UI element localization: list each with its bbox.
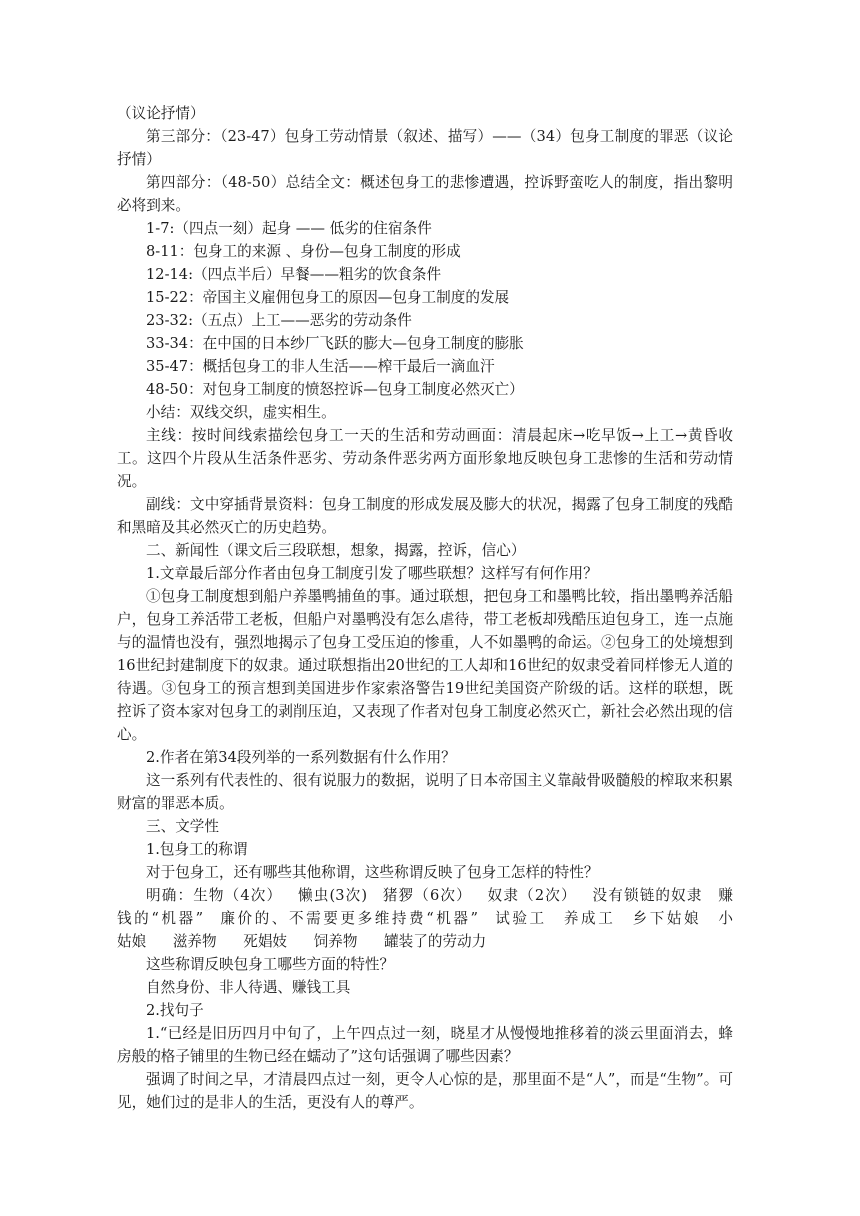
summary-line: 小结：双线交织，虚实相生。 [146, 404, 336, 421]
paragraph: 副线：文中穿插背景资料：包身工制度的形成发展及膨大的状况，揭露了包身工制度的残酷和黑暗及其必然灭亡的历史趋势。 [117, 496, 733, 536]
outline-line: 1-7:（四点一刻）起身 —— 低劣的住宿条件 [146, 220, 432, 237]
question: 对于包身工，还有哪些其他称谓，这些称谓反映了包身工怎样的特性？ [146, 864, 599, 881]
outline-line: 23-32:（五点）上工——恶劣的劳动条件 [146, 312, 412, 329]
section-heading: 三、文学性 [146, 818, 219, 835]
outline-line: 35-47：概括包身工的非人生活——榨干最后一滴血汗 [146, 358, 495, 375]
question: 1.文章最后部分作者由包身工制度引发了哪些联想？这样写有何作用？ [146, 565, 598, 582]
paragraph: 第四部分：（48-50）总结全文：概述包身工的悲惨遭遇，控诉野蛮吃人的制度，指出黎明必将到来。 [117, 174, 733, 214]
paragraph: 钱的“机器” 廉价的、不需要更多维持费“机器” 试验工 养成工 乡下姑娘 小 [117, 910, 733, 927]
paragraph: 第三部分：（23-47）包身工劳动情景（叙述、描写）——（34）包身工制度的罪恶（议论抒情） [117, 128, 733, 168]
paragraph: 1.“已经是旧历四月中旬了，上午四点过一刻，晓星才从慢慢地推移着的淡云里面消去，蜂房般的格子铺里的生物已经在蠕动了”这句话强调了哪些因素？ [117, 1025, 733, 1065]
question: 2.作者在第34段列举的一系列数据有什么作用？ [146, 749, 456, 766]
paragraph: 姑娘 滋养物 死娼妓 饲养物 罐装了的劳动力 [117, 933, 487, 950]
paragraph: 这一系列有代表性的、很有说服力的数据，说明了日本帝国主义靠敲骨吸髓般的榨取来积累财富的罪恶本质。 [117, 772, 733, 812]
outline-line: 15-22：帝国主义雇佣包身工的原因—包身工制度的发展 [146, 289, 510, 306]
subheading: 1.包身工的称谓 [146, 841, 248, 858]
question: 这些称谓反映包身工哪些方面的特性？ [146, 956, 395, 973]
outline-line: 8-11：包身工的来源 、身份—包身工制度的形成 [146, 243, 461, 260]
outline-line: 12-14:（四点半后）早餐——粗劣的饮食条件 [146, 266, 442, 283]
paragraph: 明确：生物（4次） 懒虫(3次) 猪猡（6次） 奴隶（2次） 没有锁链的奴隶 赚 [146, 887, 733, 904]
outline-line: 48-50：对包身工制度的愤怒控诉—包身工制度必然灭亡） [146, 381, 524, 398]
paragraph: ①包身工制度想到船户养墨鸭捕鱼的事。通过联想，把包身工和墨鸭比较，指出墨鸭养活船户，包身工养活带工老板，但船户对墨鸭没有怎么虐待，带工老板却残酷压迫包身工，连一点施与的温情也没有，强烈地揭示了包身工受压迫的惨重，人不如墨鸭的命运。②包身工的处境想到16世纪封建制度下的奴隶。通过联想指出20世纪的工人却和16世纪的奴隶受着同样惨无人道的待遇。③包身工的预言想到美国进步作家索洛警告19世纪美国资产阶级的话。这样的联想，既控诉了资本家对包身工的剥削压迫，又表现了作者对包身工制度必然灭亡，新社会必然出现的信心。 [117, 588, 733, 743]
paragraph: （议论抒情） [117, 105, 205, 122]
outline-line: 33-34：在中国的日本纱厂飞跃的膨大—包身工制度的膨胀 [146, 335, 524, 352]
subheading: 2.找句子 [146, 1002, 204, 1019]
paragraph: 主线：按时间线索描绘包身工一天的生活和劳动画面：清晨起床→吃早饭→上工→黄昏收工。这四个片段从生活条件恶劣、劳动条件恶劣两方面形象地反映包身工悲惨的生活和劳动情况。 [117, 427, 733, 490]
section-heading: 二、新闻性（课文后三段联想，想象，揭露，控诉，信心） [146, 542, 526, 559]
paragraph: 强调了时间之早，才清晨四点过一刻，更令人心惊的是，那里面不是“人”，而是“生物”。可见，她们过的是非人的生活，更没有人的尊严。 [117, 1071, 733, 1111]
answer: 自然身份、非人待遇、赚钱工具 [146, 979, 351, 996]
